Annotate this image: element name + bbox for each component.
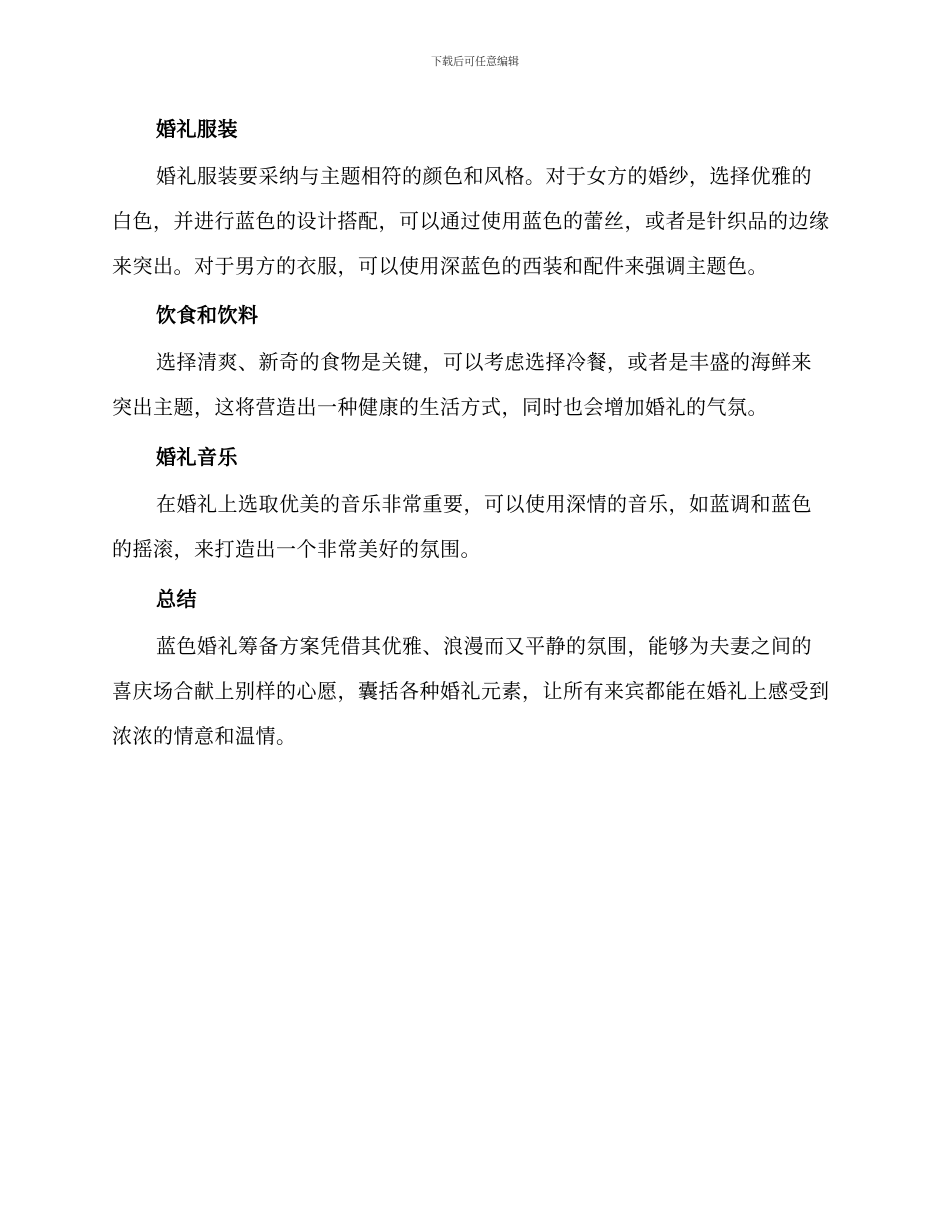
section-heading-summary: 总结 xyxy=(156,587,197,611)
page-header: 下载后可任意编辑 xyxy=(431,55,519,68)
section-paragraph-food-and-drinks: 选择清爽、新奇的食物是关键，可以考虑选择冷餐，或者是丰盛的海鲜来突出主题，这将营造出一种健康的生活方式，同时也会增加婚礼的气氛。 xyxy=(112,350,812,419)
section-heading-food-and-drinks: 饮食和饮料 xyxy=(156,303,259,327)
document-body xyxy=(112,113,832,759)
section-paragraph-wedding-music: 在婚礼上选取优美的音乐非常重要，可以使用深情的音乐，如蓝调和蓝色的摇滚，来打造出一个非常美好的氛围。 xyxy=(112,492,812,561)
section-heading-wedding-attire: 婚礼服装 xyxy=(156,117,238,141)
section-heading-wedding-music: 婚礼音乐 xyxy=(156,445,238,469)
section-paragraph-wedding-attire: 婚礼服装要采纳与主题相符的颜色和风格。对于女方的婚纱，选择优雅的白色，并进行蓝色的设计搭配，可以通过使用蓝色的蕾丝，或者是针织品的边缘来突出。对于男方的衣服，可以使用深蓝色的西装和配件来强调主题色。 xyxy=(112,164,830,278)
section-paragraph-summary: 蓝色婚礼筹备方案凭借其优雅、浪漫而又平静的氛围，能够为夫妻之间的喜庆场合献上别样的心愿，囊括各种婚礼元素，让所有来宾都能在婚礼上感受到浓浓的情意和温情。 xyxy=(112,634,830,748)
